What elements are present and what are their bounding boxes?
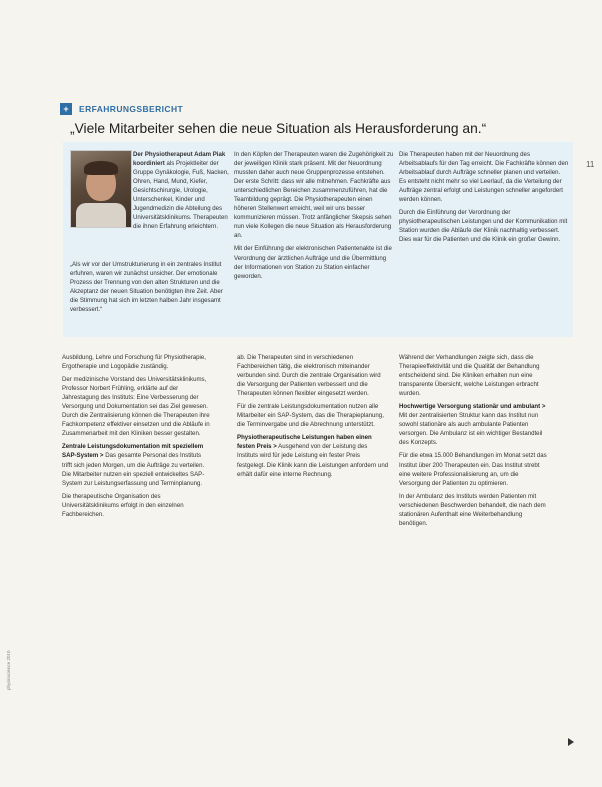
body-column-1 [62, 353, 212, 523]
body-column-2 [237, 353, 389, 483]
author-photo [70, 150, 132, 228]
body-text: Das gesamte Personal des Instituts trifft sich jeden Morgen, um die Aufträge zu verteilen. Die Mitarbeiter nutzen ein speziell entwickeltes SAP-System zur Leistungserfassung und Terminplanung. [62, 452, 205, 487]
section-label: ERFAHRUNGSBERICHT [79, 104, 184, 114]
body-paragraph: ab. Die Therapeuten sind in verschiedenen Fachbereichen tätig, die elektronisch miteinander verbunden sind. Durch die zentrale Organisation wird die Versorgung der Patienten verbessert und die Therapeuten können flexibler eingesetzt werden. [237, 354, 381, 398]
intro-lead: Der Physiotherapeut Adam Piak koordiniert [133, 151, 226, 168]
body-paragraph: In der Ambulanz des Instituts werden Patienten mit verschiedenen Beschwerden behandelt, die nach dem stationären Aufenthalt eine Weiterbehandlung benötigen. [399, 492, 546, 527]
body-paragraph-with-sub [62, 442, 212, 487]
intro-column-2 [234, 150, 394, 285]
subheading: Physiotherapeutische Leistungen haben einen festen Preis > [237, 434, 372, 451]
triangle-right-icon[interactable] [568, 738, 574, 746]
body-column-3 [399, 353, 549, 532]
photo-shirt [76, 203, 126, 227]
body-paragraph: Für die etwa 15.000 Behandlungen im Monat setzt das Institut über 200 Therapeuten ein. Das Institut strebt eine weitere Professionalisierung an, um die Versorgung der Patienten zu optimieren. [399, 452, 547, 487]
intro-quote: „Als wir vor der Umstrukturierung in ein zentrales Institut erfuhren, waren wir zunächst unsicher. Der emotionale Prozess der Trennung von den alten Strukturen und die Akzeptanz der neuen Situation benötigten ihre Zeit. Aber die Stimmung hat sich im letzten halben Jahr insgesamt verbessert.“ [70, 261, 223, 314]
body-paragraph-with-sub [399, 402, 549, 447]
subheading: Zentrale Leistungsdokumentation mit speziellem SAP-System > [62, 443, 204, 460]
body-paragraph: Während der Verhandlungen zeigte sich, dass die Therapieeffektivität und die Qualität der Behandlung entscheidend sind. Die Kliniken erhalten nun eine transparente Übersicht, welche Leistungen erbracht wurden. [399, 354, 540, 398]
intro-paragraph: Durch die Einführung der Verordnung der physiotherapeutischen Leistungen und der Kommunikation mit Station wurden die Abläufe der Klinik nachhaltig verbessert. Dies war für die Patienten und die Klinik ein großer Gewinn. [399, 209, 568, 244]
subheading: Hochwertige Versorgung stationär und ambulant > [399, 403, 546, 411]
intro-column-3 [399, 150, 569, 248]
body-paragraph-with-sub [237, 433, 389, 478]
body-text: Ausgehend von der Leistung des Instituts wird für jede Leistung ein fester Preis festgelegt. Die Klinik kann die Leistungen anfordern und erhält dafür eine interne Rechnung. [237, 443, 389, 478]
body-paragraph: Der medizinische Vorstand des Universitätsklinikums, Professor Norbert Frühling, erklärte auf der Jahrestagung des Instituts: Eine Verbesserung der Versorgung und Dokumentation sei das Ziel gewesen. Durch die Zentralisierung können die Therapeuten ihre Fachkompetenz effektiver einsetzen und die Abläufe in Zusammenarbeit mit den Kliniken besser gestalten. [62, 376, 210, 438]
intro-text: als Projektleiter der Gruppe Gynäkologie, Fuß, Nacken, Ohren, Hand, Mund, Kiefer, Gesichtschirurgie, Urologie, Unterschenkel, Kinder und Jugendmedizin die Abteilung des Universitätsklinikums. Therapeuten die ihnen Erfahrung erleichtern. [133, 160, 229, 231]
intro-paragraph: Die Therapeuten haben mit der Neuordnung des Arbeitsablaufs für den Tag erreicht. Die Fachkräfte können den Arbeitsablauf durch Aufträge schneller planen und verteilen. Es entsteht nicht mehr so viel Leerlauf, da die Verteilung der Aufträge zentral erfolgt und Leistungen schneller angefordert werden können. [399, 151, 569, 204]
body-paragraph: Für die zentrale Leistungsdokumentation nutzen alle Mitarbeiter ein SAP-System, das die Therapieplanung, die Terminvergabe und die Abrechnung unterstützt. [237, 403, 384, 429]
margin-note: physioscience 2010 [6, 650, 11, 690]
square-plus-icon: + [60, 103, 72, 115]
intro-paragraph: In den Köpfen der Therapeuten waren die Zugehörigkeit zu der jeweiligen Klinik stark präsent. Mit der Neuordnung mussten daher auch neue Gruppenprozesse entstehen. Der erste Schritt: dass wir alle mitnehmen. Fachkräfte aus unterschiedlichen Bereichen zusammenzuführen, hat die Teambildung geprägt. Die Physiotherapeuten einen höheren Stellenwert erreicht, weil wir uns besser kommunizieren müssen. Trotz anfänglicher Skepsis sehen nun viele Kollegen die neue Situation als Herausforderung an. [234, 151, 394, 240]
body-text: Mit der zentralisierten Struktur kann das Institut nun sowohl stationäre als auch ambulante Patienten versorgen. Die Ambulanz ist ein wichtiger Bestandteil des Konzepts. [399, 412, 543, 447]
section-header [60, 103, 183, 115]
article-headline: „Viele Mitarbeiter sehen die neue Situation als Herausforderung an.“ [70, 121, 487, 136]
intro-paragraph: Mit der Einführung der elektronischen Patientenakte ist die Verordnung der ärztlichen Aufträge und die Übermittlung der Informationen von Station zu Station einfacher geworden. [234, 245, 392, 280]
intro-column-1b [70, 260, 230, 318]
intro-column-1a [133, 150, 229, 235]
photo-hair [84, 161, 118, 175]
page-number: 11 [586, 160, 595, 169]
body-paragraph: Ausbildung, Lehre und Forschung für Physiotherapie, Ergotherapie und Logopädie zuständig. [62, 354, 206, 371]
body-paragraph: Die therapeutische Organisation des Universitätsklinikums erfolgt in den einzelnen Fachbereichen. [62, 492, 184, 518]
